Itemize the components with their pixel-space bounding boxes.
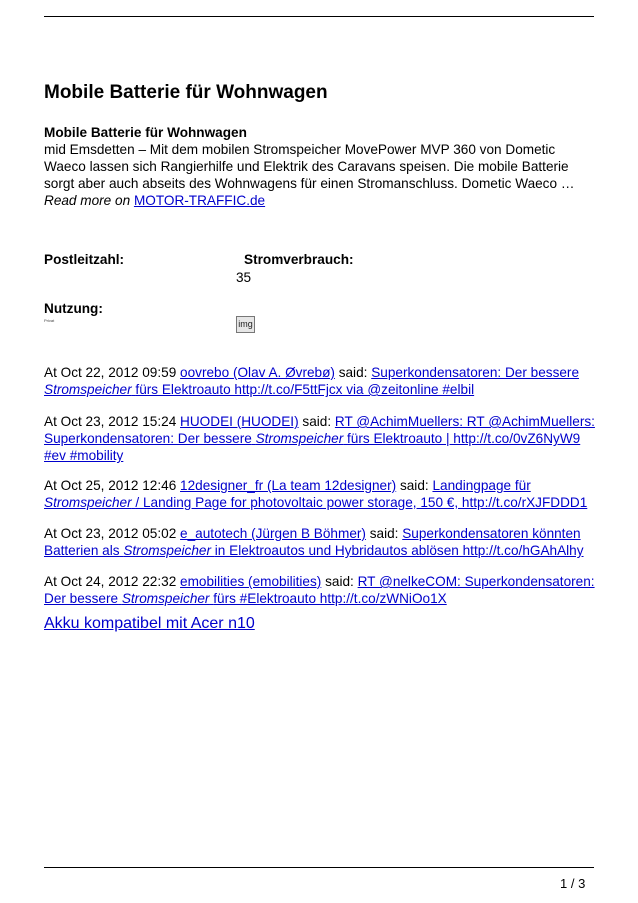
bottom-rule (44, 867, 594, 868)
article-body: mid Emsdetten – Mit dem mobilen Stromspeicher MovePower MVP 360 von Dometic Waeco lassen sich Rangierhilfe und Elektrik des Caravans speisen. Die mobile Batterie sorgt aber auch abseits des Wohnwagens für einen Stromanschluss. Dometic Waeco … (44, 142, 575, 191)
nutzung-label: Nutzung: (44, 301, 103, 316)
tweet-text-em: Stromspeicher (121, 591, 210, 606)
tweet-item (44, 477, 596, 511)
tweet-text-part: / Landing Page for photovoltaic power storage, 150 €, http://t.co/rXJFDDD1 (135, 495, 588, 510)
tweet-user-link[interactable]: oovrebo (Olav A. Øvrebø) (180, 365, 335, 380)
stromverbrauch-label: Stromverbrauch: (244, 252, 354, 267)
read-more (44, 192, 599, 209)
tweet-user-link[interactable]: HUODEI (HUODEI) (180, 414, 299, 429)
tweet-item (44, 413, 596, 464)
tweet-text-part: in Elektroautos und Hybridautos ablösen http://t.co/hGAhAlhy (214, 543, 584, 558)
article-intro (44, 124, 599, 209)
tweet-text-em: Stromspeicher (44, 495, 132, 510)
tweet-date: At Oct 23, 2012 15:24 (44, 414, 177, 429)
tweet-said: said: (369, 526, 399, 541)
top-rule (44, 16, 594, 17)
tweet-date: At Oct 25, 2012 12:46 (44, 478, 177, 493)
tweet-date: At Oct 24, 2012 22:32 (44, 574, 177, 589)
page-title: Mobile Batterie für Wohnwagen (44, 82, 328, 103)
tweet-text-part: fürs Elektroauto | http://t.co/0vZ6NyW9 #ev #mobility (44, 431, 581, 463)
tweet-text-part: RT @nelkeCOM: Superkondensatoren: Der bessere (44, 574, 595, 606)
read-more-prefix: Read more on (44, 193, 131, 208)
tweet-said: said: (399, 478, 429, 493)
postleitzahl-label: Postleitzahl: (44, 252, 125, 267)
tweet-text-part: RT @AchimMuellers: RT @AchimMuellers: Superkondensatoren: Der bessere (44, 414, 595, 446)
stromverbrauch-value: 35 (236, 270, 252, 285)
tweet-text-em: Stromspeicher (255, 431, 344, 446)
tweet-date: At Oct 23, 2012 05:02 (44, 526, 177, 541)
tweet-item (44, 364, 596, 398)
tweet-user-link[interactable]: 12designer_fr (La team 12designer) (180, 478, 397, 493)
image-placeholder: img (236, 316, 255, 333)
tweet-text-part: Superkondensatoren: Der bessere (371, 365, 580, 380)
tweet-user-link[interactable]: emobilities (emobilities) (180, 574, 322, 589)
tweet-date: At Oct 22, 2012 09:59 (44, 365, 177, 380)
tweet-said: said: (338, 365, 368, 380)
tweet-user-link[interactable]: e_autotech (Jürgen B Böhmer) (180, 526, 366, 541)
tweet-text-part: Superkondensatoren könnten Batterien als (44, 526, 581, 558)
tweet-text-em: Stromspeicher (44, 382, 132, 397)
tweet-item (44, 573, 596, 607)
page-number: 1 / 3 (560, 876, 586, 891)
related-link[interactable]: Akku kompatibel mit Acer n10 (44, 615, 255, 632)
nutzung-value: Privat (44, 318, 55, 323)
tweet-text-part: fürs #Elektroauto http://t.co/zWNiOo1X (213, 591, 447, 606)
tweet-text-part: Landingpage für (432, 478, 531, 493)
tweet-said: said: (325, 574, 354, 589)
tweet-text-em: Stromspeicher (123, 543, 211, 558)
read-more-link[interactable]: MOTOR-TRAFFIC.de (133, 193, 266, 208)
article-subtitle: Mobile Batterie für Wohnwagen (44, 125, 247, 140)
tweet-said: said: (302, 414, 332, 429)
tweet-text-part: fürs Elektroauto http://t.co/F5ttFjcx via @zeitonline #elbil (135, 382, 475, 397)
tweet-item (44, 525, 596, 559)
